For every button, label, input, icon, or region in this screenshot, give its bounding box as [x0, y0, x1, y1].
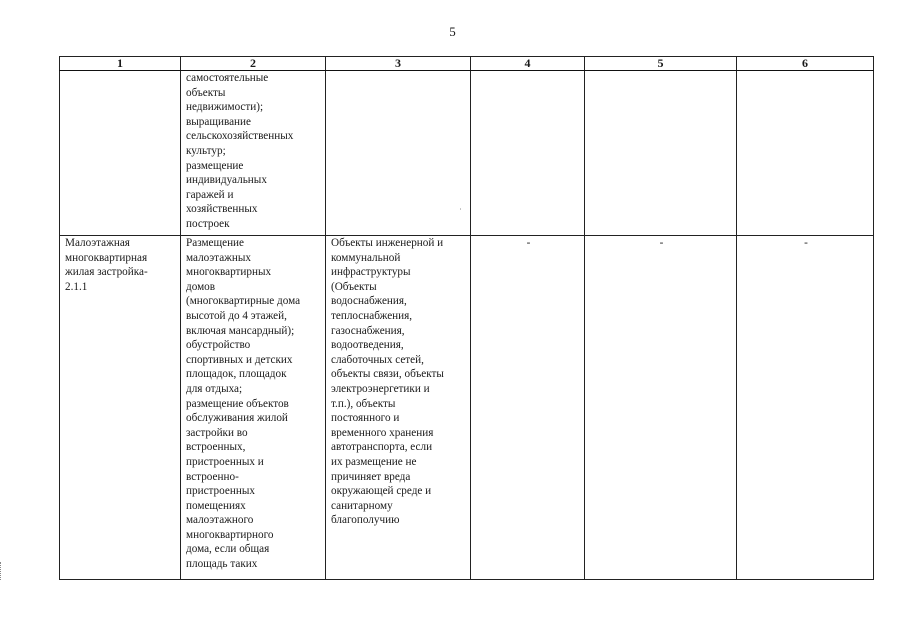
row-1-col-4: [471, 71, 585, 236]
scan-margin-mark: [0, 562, 5, 580]
cell-line: объекты связи, объекты: [331, 368, 444, 381]
row-1-col-1: [60, 71, 181, 236]
cell-line: слаботочных сетей,: [331, 353, 424, 366]
row-1-col-2: [181, 71, 326, 236]
cell-line: окружающей среде и: [331, 485, 432, 498]
cell-line: культур;: [186, 144, 226, 157]
cell-line: автотранспорта, если: [331, 441, 433, 454]
document-table: [59, 56, 874, 580]
cell-line: встроенно-: [186, 470, 239, 483]
cell-line: площадь таких: [186, 558, 258, 571]
cell-line: благополучию: [331, 514, 400, 527]
cell-line: объекты: [186, 86, 226, 99]
column-header-6: 6: [737, 57, 874, 71]
cell-line: санитарному: [331, 499, 393, 512]
cell-line: индивидуальных: [186, 174, 267, 187]
row-1-col-3: [326, 71, 471, 236]
cell-line: электроэнергетики и: [331, 382, 430, 395]
cell-line: теплоснабжения,: [331, 309, 413, 322]
row-2-col-5: -: [585, 236, 737, 580]
cell-line: домов: [186, 280, 216, 293]
cell-line: Малоэтажная: [65, 237, 130, 249]
cell-line: жилая застройка-: [65, 266, 148, 279]
cell-line: самостоятельные: [186, 72, 269, 84]
cell-line: застройки во: [186, 426, 248, 439]
cell-line: пристроенных и: [186, 455, 264, 468]
cell-line: (Объекты: [331, 280, 377, 293]
column-header-2: 2: [181, 57, 326, 71]
cell-line: обслуживания жилой: [186, 412, 288, 425]
cell-line: обустройство: [186, 339, 251, 352]
cell-line: инфраструктуры: [331, 266, 411, 279]
row-1-col-5: [585, 71, 737, 236]
cell-line: спортивных и детских: [186, 353, 293, 366]
cell-line: постоянного и: [331, 412, 400, 425]
cell-line: размещение: [186, 159, 244, 172]
row-2-col-3: [326, 236, 471, 580]
row-2-col-4: -: [471, 236, 585, 580]
cell-line: выращивание: [186, 115, 251, 128]
table-row: [60, 236, 874, 580]
cell-line: временного хранения: [331, 426, 434, 439]
cell-line: недвижимости);: [186, 101, 264, 114]
cell-line: водоснабжения,: [331, 295, 407, 308]
row-2-col-2: [181, 236, 326, 580]
cell-line: сельскохозяйственных: [186, 130, 294, 143]
cell-line: встроенных,: [186, 441, 246, 454]
cell-line: гаражей и: [186, 188, 234, 201]
row-2-col-1: [60, 236, 181, 580]
cell-line: т.п.), объекты: [331, 397, 396, 410]
cell-line: Объекты инженерной и: [331, 237, 444, 249]
cell-line: построек: [186, 217, 230, 230]
cell-line: пристроенных: [186, 485, 255, 498]
cell-line: причиняет вреда: [331, 470, 411, 483]
row-1-col-6: [737, 71, 874, 236]
cell-line: площадок, площадок: [186, 368, 287, 381]
cell-line: многоквартирного: [186, 528, 274, 541]
column-header-5: 5: [585, 57, 737, 71]
cell-line: Размещение: [186, 237, 245, 249]
cell-line: (многоквартирные дома: [186, 295, 301, 308]
cell-line: 2.1.1: [65, 280, 88, 293]
cell-line: размещение объектов: [186, 397, 289, 410]
page-number: 5: [449, 24, 456, 39]
column-header-3: 3: [326, 57, 471, 71]
cell-line: малоэтажных: [186, 251, 252, 264]
scan-speck: ˙: [459, 207, 462, 217]
table-row: [60, 71, 874, 236]
cell-line: включая мансардный);: [186, 324, 295, 337]
cell-line: помещениях: [186, 499, 246, 512]
cell-line: для отдыха;: [186, 382, 243, 395]
cell-line: газоснабжения,: [331, 324, 405, 337]
cell-line: водоотведения,: [331, 339, 404, 352]
column-header-1: 1: [60, 57, 181, 71]
cell-line: высотой до 4 этажей,: [186, 309, 287, 322]
table-header-row: [60, 57, 874, 71]
cell-line: многоквартирная: [65, 251, 148, 264]
cell-line: малоэтажного: [186, 514, 254, 527]
row-2-col-6: -: [737, 236, 874, 580]
cell-line: хозяйственных: [186, 203, 258, 216]
cell-line: многоквартирных: [186, 266, 272, 279]
column-header-4: 4: [471, 57, 585, 71]
cell-line: коммунальной: [331, 251, 401, 264]
cell-line: дома, если общая: [186, 543, 270, 556]
cell-line: их размещение не: [331, 455, 417, 468]
